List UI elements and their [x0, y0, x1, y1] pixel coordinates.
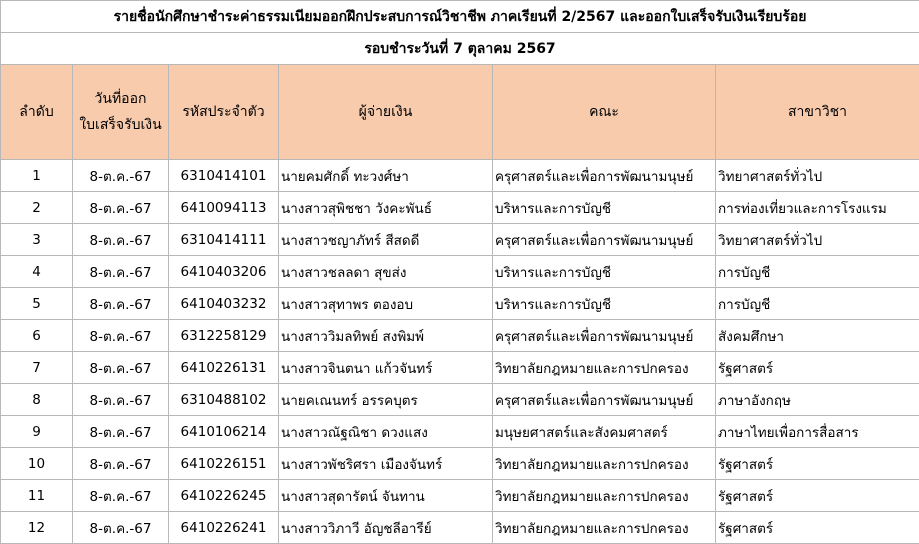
cell-faculty[interactable]: วิทยาลัยกฎหมายและการปกครอง: [493, 480, 716, 512]
cell-no[interactable]: 11: [1, 480, 73, 512]
cell-student-id[interactable]: 6410226151: [169, 448, 279, 480]
cell-no[interactable]: 12: [1, 512, 73, 544]
cell-major[interactable]: รัฐศาสตร์: [716, 512, 919, 544]
cell-receipt-date[interactable]: 8-ต.ค.-67: [73, 288, 169, 320]
table-row: [1, 160, 919, 192]
cell-payer[interactable]: นางสาวสุพิชชา วังคะพันธ์: [279, 192, 493, 224]
cell-faculty[interactable]: บริหารและการบัญชี: [493, 192, 716, 224]
cell-no[interactable]: 2: [1, 192, 73, 224]
cell-payer[interactable]: นางสาวชญาภัทร์ สีสดดี: [279, 224, 493, 256]
cell-receipt-date[interactable]: 8-ต.ค.-67: [73, 256, 169, 288]
cell-major[interactable]: การบัญชี: [716, 256, 919, 288]
cell-student-id[interactable]: 6310414111: [169, 224, 279, 256]
cell-no[interactable]: 10: [1, 448, 73, 480]
cell-student-id[interactable]: 6410226131: [169, 352, 279, 384]
cell-no[interactable]: 3: [1, 224, 73, 256]
cell-no[interactable]: 1: [1, 160, 73, 192]
cell-payer[interactable]: นางสาวพัชริศรา เมืองจันทร์: [279, 448, 493, 480]
cell-payer[interactable]: นายคมศักดิ์ ทะวงศ์ษา: [279, 160, 493, 192]
cell-no[interactable]: 6: [1, 320, 73, 352]
cell-payer[interactable]: นายคเณนทร์ อรรคบุตร: [279, 384, 493, 416]
cell-no[interactable]: 5: [1, 288, 73, 320]
table-row: [1, 256, 919, 288]
cell-payer[interactable]: นางสาววิภาวี อัญชลีอารีย์: [279, 512, 493, 544]
header-receipt-date-line2: ใบเสร็จรับเงิน: [73, 112, 168, 138]
header-receipt-date[interactable]: [73, 65, 169, 160]
cell-major[interactable]: รัฐศาสตร์: [716, 352, 919, 384]
cell-payer[interactable]: นางสาววิมลทิพย์ สงพิมพ์: [279, 320, 493, 352]
cell-major[interactable]: วิทยาศาสตร์ทั่วไป: [716, 224, 919, 256]
table-row: [1, 416, 919, 448]
cell-receipt-date[interactable]: 8-ต.ค.-67: [73, 416, 169, 448]
table-row: [1, 512, 919, 544]
cell-payer[interactable]: นางสาวณัฐณิชา ดวงแสง: [279, 416, 493, 448]
cell-no[interactable]: 7: [1, 352, 73, 384]
header-receipt-date-line1: วันที่ออก: [73, 86, 168, 112]
cell-major[interactable]: สังคมศึกษา: [716, 320, 919, 352]
table-row: [1, 288, 919, 320]
cell-student-id[interactable]: 6410106214: [169, 416, 279, 448]
cell-student-id[interactable]: 6410403206: [169, 256, 279, 288]
payment-round[interactable]: รอบชำระวันที่ 7 ตุลาคม 2567: [1, 33, 919, 65]
cell-receipt-date[interactable]: 8-ต.ค.-67: [73, 192, 169, 224]
cell-receipt-date[interactable]: 8-ต.ค.-67: [73, 160, 169, 192]
table-row: [1, 448, 919, 480]
cell-payer[interactable]: นางสาวสุทาพร ตองอบ: [279, 288, 493, 320]
cell-payer[interactable]: นางสาวสุดารัตน์ จันทาน: [279, 480, 493, 512]
cell-payer[interactable]: นางสาวชลลดา สุขส่ง: [279, 256, 493, 288]
header-student-id[interactable]: รหัสประจำตัว: [169, 65, 279, 160]
cell-student-id[interactable]: 6410403232: [169, 288, 279, 320]
header-major[interactable]: สาขาวิชา: [716, 65, 919, 160]
cell-receipt-date[interactable]: 8-ต.ค.-67: [73, 352, 169, 384]
header-faculty[interactable]: คณะ: [493, 65, 716, 160]
cell-faculty[interactable]: บริหารและการบัญชี: [493, 256, 716, 288]
cell-major[interactable]: ภาษาอังกฤษ: [716, 384, 919, 416]
cell-student-id[interactable]: 6410226241: [169, 512, 279, 544]
cell-payer[interactable]: นางสาวจินตนา แก้วจันทร์: [279, 352, 493, 384]
cell-student-id[interactable]: 6310414101: [169, 160, 279, 192]
header-no[interactable]: ลำดับ: [1, 65, 73, 160]
cell-student-id[interactable]: 6410226245: [169, 480, 279, 512]
cell-no[interactable]: 4: [1, 256, 73, 288]
table-row: [1, 192, 919, 224]
cell-receipt-date[interactable]: 8-ต.ค.-67: [73, 480, 169, 512]
table-row: [1, 320, 919, 352]
table-row: [1, 384, 919, 416]
cell-major[interactable]: การท่องเที่ยวและการโรงแรม: [716, 192, 919, 224]
cell-major[interactable]: การบัญชี: [716, 288, 919, 320]
table-row: [1, 352, 919, 384]
table-row: [1, 480, 919, 512]
cell-major[interactable]: ภาษาไทยเพื่อการสื่อสาร: [716, 416, 919, 448]
cell-faculty[interactable]: ครุศาสตร์และเพื่อการพัฒนามนุษย์: [493, 384, 716, 416]
cell-faculty[interactable]: ครุศาสตร์และเพื่อการพัฒนามนุษย์: [493, 320, 716, 352]
sheet-title[interactable]: รายชื่อนักศึกษาชำระค่าธรรมเนียมออกฝึกประสบการณ์วิชาชีพ ภาคเรียนที่ 2/2567 และออกใบเสร็จรับเงินเรียบร้อย: [1, 1, 919, 33]
cell-major[interactable]: วิทยาศาสตร์ทั่วไป: [716, 160, 919, 192]
table-row: [1, 224, 919, 256]
cell-student-id[interactable]: 6410094113: [169, 192, 279, 224]
cell-receipt-date[interactable]: 8-ต.ค.-67: [73, 448, 169, 480]
cell-faculty[interactable]: วิทยาลัยกฎหมายและการปกครอง: [493, 512, 716, 544]
header-payer[interactable]: ผู้จ่ายเงิน: [279, 65, 493, 160]
cell-student-id[interactable]: 6312258129: [169, 320, 279, 352]
cell-receipt-date[interactable]: 8-ต.ค.-67: [73, 384, 169, 416]
cell-faculty[interactable]: วิทยาลัยกฎหมายและการปกครอง: [493, 448, 716, 480]
cell-no[interactable]: 8: [1, 384, 73, 416]
cell-receipt-date[interactable]: 8-ต.ค.-67: [73, 320, 169, 352]
cell-faculty[interactable]: มนุษยศาสตร์และสังคมศาสตร์: [493, 416, 716, 448]
cell-faculty[interactable]: ครุศาสตร์และเพื่อการพัฒนามนุษย์: [493, 160, 716, 192]
cell-faculty[interactable]: วิทยาลัยกฎหมายและการปกครอง: [493, 352, 716, 384]
cell-faculty[interactable]: บริหารและการบัญชี: [493, 288, 716, 320]
cell-faculty[interactable]: ครุศาสตร์และเพื่อการพัฒนามนุษย์: [493, 224, 716, 256]
cell-major[interactable]: รัฐศาสตร์: [716, 480, 919, 512]
cell-major[interactable]: รัฐศาสตร์: [716, 448, 919, 480]
cell-no[interactable]: 9: [1, 416, 73, 448]
cell-student-id[interactable]: 6310488102: [169, 384, 279, 416]
cell-receipt-date[interactable]: 8-ต.ค.-67: [73, 224, 169, 256]
cell-receipt-date[interactable]: 8-ต.ค.-67: [73, 512, 169, 544]
